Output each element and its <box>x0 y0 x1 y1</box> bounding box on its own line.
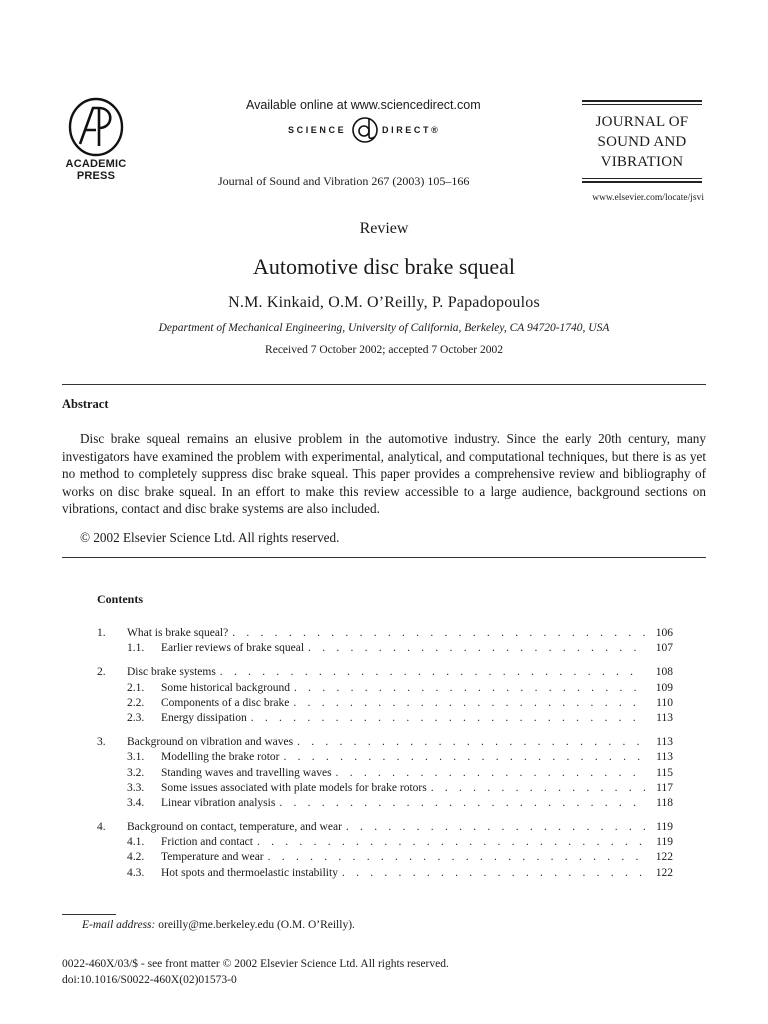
toc-subentry[interactable] <box>97 711 673 726</box>
journal-top-rule-thin <box>582 104 702 105</box>
toc-label: Components of a disc brake <box>161 696 290 709</box>
toc-subentry[interactable] <box>97 850 673 865</box>
toc-number: 2.3. <box>127 711 145 724</box>
received-dates: Received 7 October 2002; accepted 7 October 2002 <box>265 344 503 356</box>
toc-leader <box>297 735 645 750</box>
toc-entry[interactable] <box>97 665 673 680</box>
toc-section <box>97 626 673 656</box>
toc-page: 118 <box>656 796 673 809</box>
toc-subentry[interactable] <box>97 781 673 796</box>
toc-leader <box>308 641 645 656</box>
toc-leader <box>346 820 645 835</box>
toc-section <box>97 665 673 726</box>
toc-page: 113 <box>656 711 673 724</box>
toc-page: 106 <box>655 627 673 639</box>
front-matter-notice: 0022-460X/03/$ - see front matter © 2002 Elsevier Science Ltd. All rights reserved. <box>62 958 449 970</box>
sciencedirect-logo <box>288 120 446 142</box>
toc-subentry[interactable] <box>97 696 673 711</box>
article-title: Automotive disc brake squeal <box>252 254 516 279</box>
toc-page: 117 <box>656 781 673 794</box>
footnote-email[interactable]: oreilly@me.berkeley.edu (O.M. O’Reilly). <box>155 919 355 931</box>
publisher-logo <box>62 96 130 182</box>
journal-url-link[interactable]: www.elsevier.com/locate/jsvi <box>592 193 704 203</box>
toc-leader <box>220 665 645 680</box>
sd-at-icon <box>350 114 380 144</box>
publisher-name-line1: ACADEMIC <box>65 158 127 170</box>
toc-label: Modelling the brake rotor <box>161 751 280 764</box>
toc-page: 109 <box>655 681 673 694</box>
toc-number: 4. <box>97 821 106 834</box>
toc-subentry[interactable] <box>97 750 673 765</box>
toc-leader <box>294 681 645 696</box>
toc-label: Temperature and wear <box>161 851 264 864</box>
toc-number: 4.3. <box>127 866 145 879</box>
toc-label: Standing waves and travelling waves <box>161 766 332 779</box>
toc-number: 1. <box>97 627 106 639</box>
toc-subentry[interactable] <box>97 835 673 850</box>
sd-word-right: DIRECT® <box>382 125 441 135</box>
table-of-contents <box>97 626 673 890</box>
toc-leader <box>283 750 645 765</box>
toc-label: Linear vibration analysis <box>161 796 276 809</box>
journal-title-box <box>582 100 702 183</box>
toc-entry[interactable] <box>97 626 673 641</box>
toc-subentry[interactable] <box>97 796 673 811</box>
abstract-text: Disc brake squeal remains an elusive problem in the automotive industry. Since the early 20th century, many investigators have examined the problem with experimental, analytical, and computational techniques, but there is as yet no method to completely suppress disc brake squeal. This paper provides a comprehensive review and bibliography of works on disc brake squeal. In an effort to make this review accessible to a large audience, background sections on vibrations, contact and disc brake systems are also included. <box>62 431 706 516</box>
toc-leader <box>342 866 645 881</box>
toc-number: 2. <box>97 666 106 679</box>
toc-subentry[interactable] <box>97 681 673 696</box>
toc-subentry[interactable] <box>97 766 673 781</box>
doi-link[interactable]: doi:10.1016/S0022-460X(02)01573-0 <box>62 974 237 986</box>
article-authors: N.M. Kinkaid, O.M. O’Reilly, P. Papadopoulos <box>228 294 540 311</box>
toc-label: Background on vibration and waves <box>127 736 294 749</box>
toc-leader <box>279 796 645 811</box>
toc-number: 1.1. <box>127 642 145 655</box>
contents-heading: Contents <box>97 592 144 606</box>
toc-number: 4.1. <box>127 836 145 849</box>
toc-label: Disc brake systems <box>127 666 216 679</box>
toc-page: 122 <box>655 851 673 864</box>
footnote-label: E-mail address: <box>82 919 156 931</box>
publisher-name-line2: PRESS <box>76 170 116 182</box>
toc-page: 115 <box>656 766 673 779</box>
toc-entry[interactable] <box>97 820 673 835</box>
toc-number: 3. <box>97 736 106 749</box>
journal-bottom-rule <box>582 181 702 183</box>
abstract-bottom-rule <box>62 557 706 558</box>
journal-title-line: JOURNAL OF <box>595 114 689 130</box>
toc-leader <box>293 696 645 711</box>
toc-label: Friction and contact <box>161 836 253 849</box>
journal-bottom-rule-thin <box>582 178 702 179</box>
toc-subentry[interactable] <box>97 866 673 881</box>
abstract-top-rule <box>62 384 706 385</box>
footnote <box>82 919 355 931</box>
toc-leader <box>251 711 645 726</box>
toc-page: 113 <box>656 751 673 764</box>
journal-title-line: SOUND AND <box>597 134 687 150</box>
toc-label: Hot spots and thermoelastic instability <box>161 866 338 879</box>
toc-label: Earlier reviews of brake squeal <box>161 642 305 655</box>
toc-leader <box>232 626 645 641</box>
sd-word-left: SCIENCE <box>288 125 347 135</box>
toc-leader <box>268 850 645 865</box>
journal-title-line: VIBRATION <box>600 154 684 170</box>
journal-top-rule <box>582 100 702 102</box>
toc-leader <box>257 835 645 850</box>
abstract-heading: Abstract <box>62 397 109 411</box>
toc-page: 110 <box>656 696 673 709</box>
available-online-text: Available online at www.sciencedirect.com <box>246 98 481 112</box>
toc-number: 2.1. <box>127 681 145 694</box>
toc-label: Some historical background <box>161 681 291 694</box>
toc-number: 3.1. <box>127 751 145 764</box>
toc-number: 3.4. <box>127 796 145 809</box>
footnote-rule <box>62 914 116 915</box>
toc-section <box>97 735 673 811</box>
article-type: Review <box>359 220 409 237</box>
toc-label: Background on contact, temperature, and wear <box>127 821 342 834</box>
toc-page: 113 <box>656 736 673 749</box>
toc-number: 3.2. <box>127 766 145 779</box>
journal-title <box>582 112 702 172</box>
toc-entry[interactable] <box>97 735 673 750</box>
toc-section <box>97 820 673 881</box>
author-affiliation: Department of Mechanical Engineering, University of California, Berkeley, CA 94720-1740, USA <box>158 322 610 334</box>
toc-leader <box>336 766 645 781</box>
ap-monogram-icon <box>66 96 126 158</box>
toc-page: 107 <box>655 642 673 655</box>
toc-subentry[interactable] <box>97 641 673 656</box>
toc-label: Some issues associated with plate models for brake rotors <box>161 781 427 794</box>
abstract-copyright: © 2002 Elsevier Science Ltd. All rights reserved. <box>80 530 340 545</box>
toc-number: 2.2. <box>127 696 145 709</box>
toc-label: What is brake squeal? <box>127 627 229 639</box>
toc-number: 3.3. <box>127 781 145 794</box>
toc-page: 122 <box>655 866 673 879</box>
toc-number: 4.2. <box>127 851 145 864</box>
journal-reference: Journal of Sound and Vibration 267 (2003) 105–166 <box>218 174 470 188</box>
toc-page: 119 <box>656 821 673 834</box>
toc-page: 108 <box>655 666 673 679</box>
toc-page: 119 <box>656 836 673 849</box>
toc-label: Energy dissipation <box>161 711 247 724</box>
toc-leader <box>431 781 645 796</box>
